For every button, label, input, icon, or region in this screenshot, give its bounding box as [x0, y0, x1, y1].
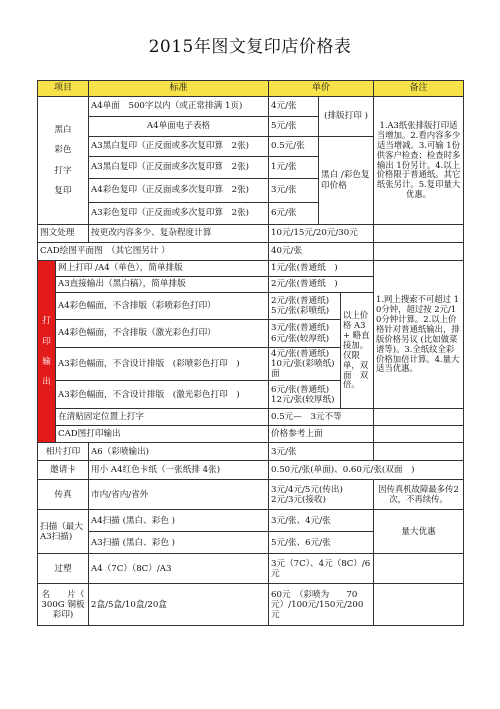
bw-sub-type-2: 黑白 /彩色复印价格 [319, 137, 374, 225]
page-title: 2015年图文复印店价格表 [148, 37, 352, 57]
cell-standard: 2盒/5盒/10盒/20盒 [89, 584, 269, 626]
cell-standard: A3直接输出（黑白稿），简单排版 [56, 277, 269, 293]
bw-sub-type-1: (排版打印 ) [319, 97, 374, 137]
header-price: 单价 [269, 81, 374, 97]
cell-item: 图文处理 [38, 225, 89, 243]
cell-standard: 按更改内容多少、复杂程度计算 [89, 225, 269, 243]
cell-item: 过塑 [38, 554, 89, 584]
cell-price: 3元/张(普通纸) 6元/张(较厚纸) [269, 320, 341, 348]
cell-price: 6元/张(普通纸) 12元/张(较厚纸) [269, 381, 341, 409]
cell-standard: A4彩色幅面，不含排版（彩喷彩色打印） [56, 293, 269, 320]
table-row [38, 97, 464, 117]
cell-standard: A4（7C）（8C）/A3 [89, 554, 269, 584]
header-standard: 标准 [89, 81, 269, 97]
cell-item: 名 片（ 300G 铜板彩印) [38, 584, 89, 626]
cell-price: 4元/张(普通纸) 10元/张(彩喷纸)面 [269, 348, 341, 381]
table-row [38, 554, 464, 584]
fax-note: 因传真机故障最多传2次，不再续传。 [374, 480, 464, 510]
table-row [38, 584, 464, 626]
table-row [38, 426, 464, 443]
cell-item: 扫描（最大 A3扫描) [38, 510, 89, 554]
cell-price: 1元/张(普通纸 ) [269, 261, 374, 277]
table-row [38, 409, 464, 426]
cell-standard: 网上打印 /A4（单色），简单排版 [56, 261, 269, 277]
cell-price: 2元/张(普通纸) 5元/张(彩喷纸) [269, 293, 341, 320]
cell-item: 相片打印 [38, 443, 89, 461]
print-mid-note: 以上价格 A3+ 略直接加。仅限单，双面 双倍。 [341, 293, 374, 409]
cell-item: CAD绘图平面图 （其它图另计 ） [38, 243, 269, 261]
scan-note: 量大优惠 [374, 510, 464, 554]
table-row [38, 243, 464, 261]
table-row [38, 261, 464, 277]
cell-standard: A4彩色复印（正反面或多次复印算 2张) [89, 179, 269, 203]
cell-price: 3元/4元/5元(传出) 2元/3元(接收) [269, 480, 374, 510]
cell-standard: A3黑白复印（正反面或多次复印算 2张) [89, 157, 269, 179]
cell-price: 40元/张 [269, 243, 374, 261]
cell-standard: 市内/省内/省外 [89, 480, 269, 510]
table-row [38, 225, 464, 243]
header-note: 备注 [374, 81, 464, 97]
cell-price: 0.50元/张(单面)、0.60元/张(双面 ) [269, 461, 464, 480]
cell-price: 5元/张 [269, 117, 319, 137]
cell-price: 0.5元— 3元不等 [269, 409, 374, 426]
cell-item: 传真 [38, 480, 89, 510]
cell-price: 3元（7C）、4元（8C）/6元 [269, 554, 374, 584]
cell-price: 0.5元/张 [269, 137, 319, 157]
table-row [38, 461, 464, 480]
cell-standard: A4单面 500字以内（或正常排满 1页) [89, 97, 269, 117]
cell-standard: A4扫描 (黑白、彩色 ) [89, 510, 269, 532]
cell-standard: A4彩色幅面，不含排版（激光彩色打印） [56, 320, 269, 348]
cell-price: 5元/张、6元/张 [269, 532, 374, 554]
cell-price: 60元 （彩喷为 70元）/100元/150元/200元 [269, 584, 374, 626]
cell-standard: A3扫描 (黑白、彩色 ) [89, 532, 269, 554]
cell-price: 3元/张、4元/张 [269, 510, 374, 532]
cell-standard: 在清贴固定位置上打字 [56, 409, 269, 426]
cell-price: 3元/张 [269, 443, 374, 461]
cell-price: 价格参考上面 [269, 426, 374, 443]
bw-notes: 1.A3纸张排版打印适当增加。2.看内容多少适当增减。3.可输 1份供客户检查；检查时多输出 1份另计。4.以上价格限于普通纸。其它纸张另计。5.复印量大优惠。 [374, 97, 464, 225]
cell-price: 6元/张 [269, 203, 319, 225]
cell-item: 邀请卡 [38, 461, 89, 480]
table-row [38, 443, 464, 461]
cell-price: 3元/张 [269, 179, 319, 203]
cell-price: 2元/张(普通纸 ) [269, 277, 374, 293]
cell-standard: 用小 A4红色卡纸（一张纸排 4张) [89, 461, 269, 480]
cell-standard: CAD图打印输出 [56, 426, 269, 443]
cell-standard: A3彩色复印（正反面或多次复印算 2张) [89, 203, 269, 225]
table-row [38, 510, 464, 532]
cell-price: 1元/张 [269, 157, 319, 179]
print-section-label: 打 印 输 出 [38, 261, 56, 443]
header-item: 项目 [38, 81, 89, 97]
cell-standard: A6（彩喷输出) [89, 443, 269, 461]
cell-price: 10元/15元/20元/30元 [269, 225, 374, 243]
cell-standard: A3彩色幅面，不含设计排版 (彩喷彩色打印 ) [56, 348, 269, 381]
bw-section-label: 黑白 彩色 打字 复印 [38, 97, 89, 225]
cell-standard: A4单面电子表格 [89, 117, 269, 137]
table-header-row [38, 81, 464, 97]
cell-standard: A3彩色幅面，不含设计排版 (激光彩色打印 ) [56, 381, 269, 409]
table-row [38, 480, 464, 510]
price-table [37, 80, 464, 626]
print-notes: 1.网上搜索不可超过 10分钟，超过按 2元/10分钟计算。2.以上价格针对普通纸输出，排版价格另议 (比如做菜谱等)。3.全纸纹全彩价格加倍计算。4.量大适当优惠。 [374, 261, 464, 409]
cell-price: 4元/张 [269, 97, 319, 117]
cell-standard: A3黑白复印（正反面或多次复印算 2张) [89, 137, 269, 157]
